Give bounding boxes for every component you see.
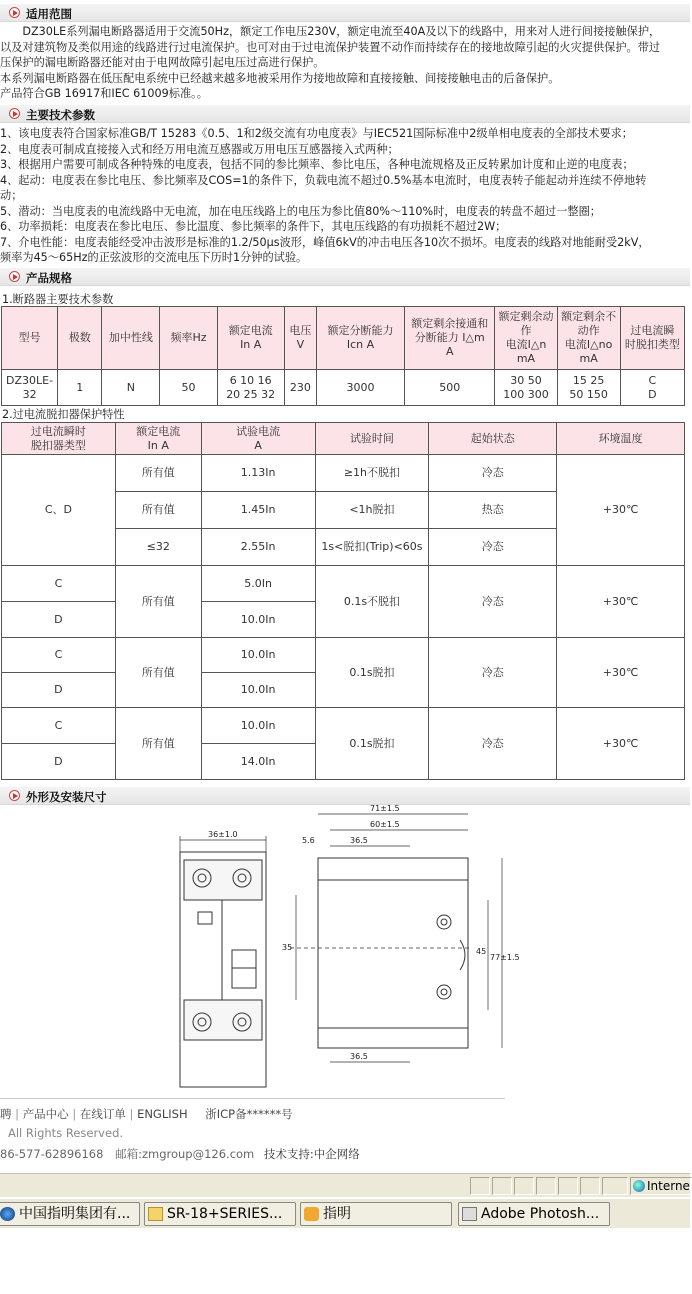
dim-label: 60±1.5 xyxy=(370,820,400,829)
table-cell: 500 xyxy=(405,370,495,406)
table-header: 加中性线 xyxy=(102,307,160,370)
table-cell: 2.55In xyxy=(201,529,315,566)
status-cell xyxy=(558,1177,578,1195)
table-cell: ≥1h不脱扣 xyxy=(315,455,429,492)
table-header: 极数 xyxy=(58,307,102,370)
status-cell xyxy=(470,1177,490,1195)
text-line: 2、电度表可制成直接接入式和经万用电流互感器或万用电压互感器接入式两种； xyxy=(0,142,399,156)
footer-link[interactable]: 聘 xyxy=(0,1107,12,1121)
text-line: 产品符合GB 16917和IEC 61009标准。。 xyxy=(0,87,208,100)
table-cell: 50 xyxy=(160,370,217,406)
table-cell: 冷态 xyxy=(429,455,557,492)
table-cell: 冷态 xyxy=(429,566,557,638)
table-row xyxy=(2,708,685,744)
section-title: 主要技术参数 xyxy=(26,108,95,122)
table-cell: N xyxy=(102,370,160,406)
tech-text xyxy=(0,126,690,266)
table-cell: C xyxy=(2,566,116,602)
play-bullet-icon xyxy=(9,7,20,18)
dim-label: 71±1.5 xyxy=(370,804,400,813)
photoshop-icon xyxy=(462,1207,477,1221)
table-row xyxy=(2,370,685,406)
table-cell: 冷态 xyxy=(429,638,557,708)
dim-label: 45 xyxy=(476,947,487,956)
table-header: 额定分断能力 Icn A xyxy=(316,307,404,370)
table-cell: 1.13In xyxy=(201,455,315,492)
play-bullet-icon xyxy=(9,108,20,119)
table-cell: C、D xyxy=(2,455,116,566)
status-zone xyxy=(630,1177,692,1195)
section-header-tech xyxy=(0,105,690,123)
table-cell: C xyxy=(2,638,116,673)
text-line: 1、该电度表符合国家标准GB/T 15283《0.5、1和2级交流有功电度表》与IEC521国际标准中2级单相电度表的全部技术要求； xyxy=(0,127,633,140)
footer-contact xyxy=(0,1146,360,1162)
status-cell xyxy=(536,1177,556,1195)
table-cell: 所有值 xyxy=(115,566,201,638)
taskbar-item-zhiming[interactable] xyxy=(300,1202,452,1226)
text-line: 以及对建筑物及类似用途的线路进行过电流保护。也可对由于过电流保护装置不动作而持续存在的接地故障引起的火灾提供保护。带过 xyxy=(0,40,661,54)
table-cell: ≤32 xyxy=(115,529,201,566)
table-row xyxy=(2,455,685,492)
table-cell: 所有值 xyxy=(115,492,201,529)
section-header-scope xyxy=(0,4,690,22)
table-cell: 1.45In xyxy=(201,492,315,529)
footer-link-orders[interactable]: 在线订单 xyxy=(79,1107,126,1121)
dim-label: 36.5 xyxy=(350,1052,368,1061)
table-cell: +30℃ xyxy=(557,455,685,566)
table-cell: 6 10 16 20 25 32 xyxy=(217,370,284,406)
footer-email: 邮箱:zmgroup@126.com xyxy=(115,1147,255,1161)
table-cell: +30℃ xyxy=(557,708,685,780)
status-cell xyxy=(492,1177,512,1195)
browser-statusbar xyxy=(0,1173,690,1197)
table-cell: 3000 xyxy=(316,370,404,406)
zone-label: Interne xyxy=(647,1179,690,1193)
table-header: 试验电流 A xyxy=(201,423,315,455)
table-cell: 所有值 xyxy=(115,638,201,708)
table-cell: 所有值 xyxy=(115,455,201,492)
dimension-drawing xyxy=(170,800,520,1070)
text-line: 7、介电性能：电度表能经受冲击波形是标准的1.2/50μs波形，峰值6kV的冲击电压各10次不损坏。电度表的线路对地能耐受2kV， xyxy=(0,235,650,249)
status-cell xyxy=(514,1177,534,1195)
table-header: 型号 xyxy=(2,307,58,370)
taskbar xyxy=(0,1198,690,1228)
taskbar-label: SR-18+SERIES... xyxy=(167,1206,283,1222)
text-line: 3、根据用户需要可制成各种特殊的电度表，包括不同的参比频率、参比电压，各种电流规格及正反转累加计度和止逆的电度表； xyxy=(0,158,634,171)
footer-phone: 86-577-62896168 xyxy=(0,1147,104,1161)
table-cell: 10.0In xyxy=(201,602,315,638)
table-header: 起始状态 xyxy=(429,423,557,455)
text-line: 压保护的漏电断路器还能对由于电网故障引起电压过高进行保护。 xyxy=(0,56,325,69)
table-cell: +30℃ xyxy=(557,638,685,708)
table-cell: 0.1s不脱扣 xyxy=(315,566,429,638)
table-header: 额定电流 In A xyxy=(217,307,284,370)
status-cell xyxy=(602,1177,628,1195)
table-cell: +30℃ xyxy=(557,566,685,638)
table-cell: 15 25 50 150 xyxy=(557,370,620,406)
table-header: 电压 V xyxy=(284,307,316,370)
taskbar-item-ie[interactable] xyxy=(0,1202,140,1226)
dim-label: 35 xyxy=(282,943,293,952)
footer-rights: All Rights Reserved. xyxy=(8,1126,124,1140)
ie-icon xyxy=(0,1207,15,1221)
section-title: 外形及安装尺寸 xyxy=(26,790,107,804)
table-cell: 冷态 xyxy=(429,708,557,780)
section-title: 产品规格 xyxy=(26,271,72,285)
table-cell: 10.0In xyxy=(201,638,315,673)
table-cell: C D xyxy=(620,370,684,406)
footer-support: 技术支持:中企网络 xyxy=(263,1147,360,1161)
table-cell: DZ30LE- 32 xyxy=(2,370,58,406)
app-icon xyxy=(304,1207,319,1221)
table-cell: 14.0In xyxy=(201,744,315,780)
taskbar-item-folder[interactable] xyxy=(144,1202,296,1226)
table-cell: 所有值 xyxy=(115,708,201,780)
footer-icp: 浙ICP备******号 xyxy=(205,1107,293,1121)
globe-icon xyxy=(633,1180,645,1192)
table-cell: 0.1s脱扣 xyxy=(315,638,429,708)
text-line: 频率为45～65Hz的正弦波形的交流电压下历时1分钟的试验。 xyxy=(0,251,308,264)
dim-label: 5.6 xyxy=(302,836,315,845)
table-cell: 1s<脱扣(Trip)<60s xyxy=(315,529,429,566)
table-header: 试验时间 xyxy=(315,423,429,455)
folder-icon xyxy=(148,1207,163,1221)
scope-text xyxy=(0,24,690,102)
table-header: 环境温度 xyxy=(557,423,685,455)
table-cell: 冷态 xyxy=(429,529,557,566)
table-header: 过电流瞬时 脱扣器类型 xyxy=(2,423,116,455)
section-header-spec xyxy=(0,268,690,286)
footer-nav: 聘 | 产品中心 | 在线订单 | ENGLISH 浙ICP备******号 xyxy=(0,1107,293,1121)
table-cell: <1h脱扣 xyxy=(315,492,429,529)
dim-label: 77±1.5 xyxy=(490,953,520,962)
table2-caption: 2.过电流脱扣器保护特性 xyxy=(2,408,125,421)
text-line: 动； xyxy=(0,189,23,202)
table-cell: D xyxy=(2,602,116,638)
table-cell: 30 50 100 300 xyxy=(495,370,557,406)
text-line: 6、功率损耗：电度表在参比电压、参比温度、参比频率的条件下，其电压线路的有功损耗不超过2W； xyxy=(0,220,507,233)
table-cell: D xyxy=(2,673,116,708)
front-view xyxy=(180,836,266,1087)
table-header: 额定剩余接通和 分断能力 I△m A xyxy=(405,307,495,370)
taskbar-label: 中国指明集团有... xyxy=(19,1206,131,1222)
table-header: 额定剩余动 作 电流I△n mA xyxy=(495,307,557,370)
table-cell: C xyxy=(2,708,116,744)
play-bullet-icon xyxy=(9,271,20,282)
text-line: DZ30LE系列漏电断路器适用于交流50Hz，额定工作电压230V，额定电流至40A及以下的线路中，用来对人进行间接接触保护， xyxy=(0,25,661,38)
table-cell: 热态 xyxy=(429,492,557,529)
breaker-params-table xyxy=(1,306,685,406)
overcurrent-table xyxy=(1,422,685,780)
text-line: 5、潜动：当电度表的电流线路中无电流，加在电压线路上的电压为参比值80%～110%时，电度表的转盘不超过一整圈； xyxy=(0,204,601,218)
footer-link-english[interactable]: ENGLISH xyxy=(137,1107,188,1121)
taskbar-item-photoshop[interactable] xyxy=(458,1202,610,1226)
table-header: 过电流瞬 时脱扣类型 xyxy=(620,307,684,370)
table-cell: 230 xyxy=(284,370,316,406)
table-cell: 5.0In xyxy=(201,566,315,602)
taskbar-label: 指明 xyxy=(323,1206,351,1222)
status-cell xyxy=(580,1177,600,1195)
dim-label: 36.5 xyxy=(350,836,368,845)
taskbar-label: Adobe Photosh... xyxy=(481,1206,600,1222)
footer-link-products[interactable]: 产品中心 xyxy=(22,1107,69,1121)
table1-caption: 1.断路器主要技术参数 xyxy=(2,293,114,306)
text-line: 本系列漏电断路器在低压配电系统中已经越来越多地被采用作为接地故障和直接接触、间接接触电击的后备保护。 xyxy=(0,71,560,85)
table-row xyxy=(2,638,685,673)
text-line: 4、起动：电度表在参比电压、参比频率及COS=1的条件下，负载电流不超过0.5%基本电流时，电度表转子能起动并连续不停地转 xyxy=(0,173,647,187)
table-cell: 1 xyxy=(58,370,102,406)
play-bullet-icon xyxy=(9,790,20,801)
section-title: 适用范围 xyxy=(26,7,72,21)
table-header: 额定剩余不 动作 电流I△no mA xyxy=(557,307,620,370)
table-cell: 0.1s脱扣 xyxy=(315,708,429,780)
side-view xyxy=(290,814,502,1062)
table-cell: 10.0In xyxy=(201,708,315,744)
footer-divider xyxy=(0,1098,505,1099)
table-cell: D xyxy=(2,744,116,780)
table-cell: 10.0In xyxy=(201,673,315,708)
table-header: 频率Hz xyxy=(160,307,217,370)
table-header: 额定电流 In A xyxy=(115,423,201,455)
dim-label: 36±1.0 xyxy=(208,830,238,839)
table-row xyxy=(2,566,685,602)
